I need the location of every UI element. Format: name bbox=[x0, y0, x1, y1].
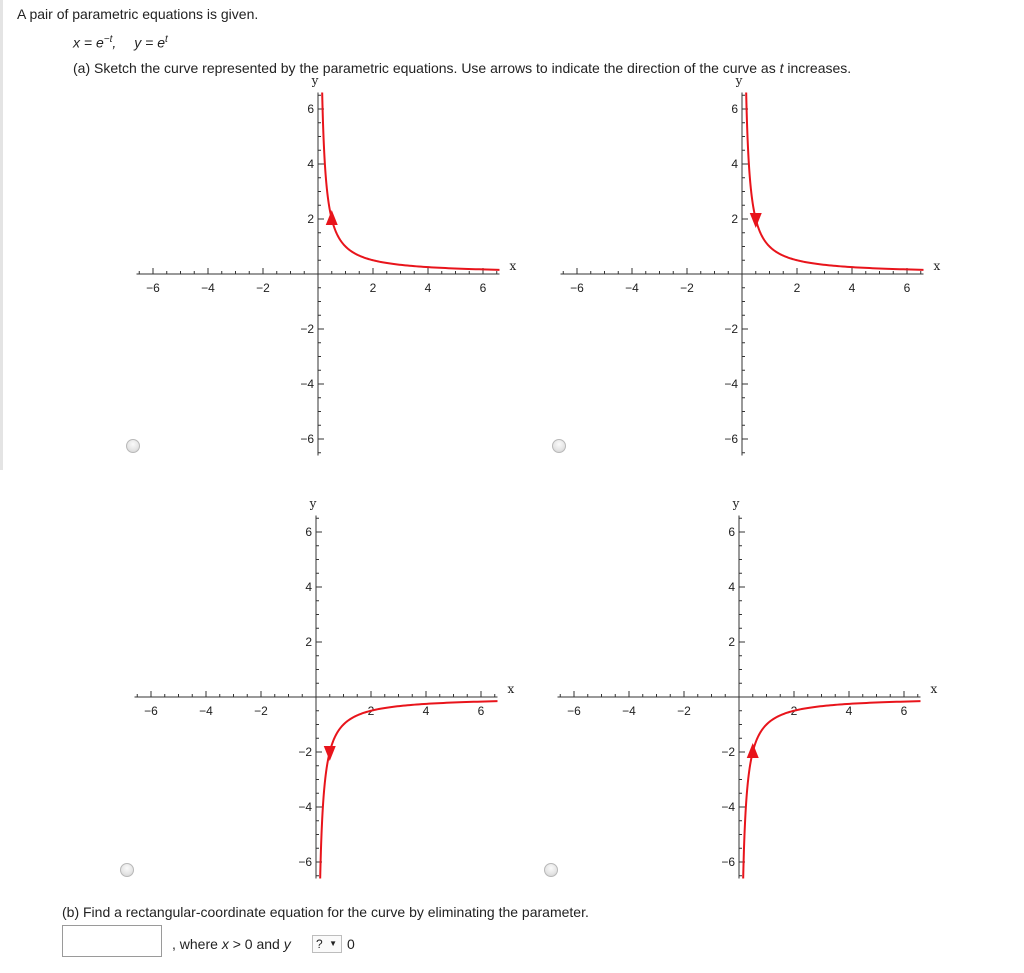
y-tick-label: −2 bbox=[300, 322, 314, 336]
y-tick-label: 4 bbox=[731, 157, 738, 171]
y-tick-label: 6 bbox=[307, 102, 314, 116]
x-axis-label: x bbox=[933, 259, 941, 273]
x-tick-label: 2 bbox=[367, 704, 375, 718]
direction-arrow bbox=[747, 743, 759, 758]
x-tick-label: −2 bbox=[677, 704, 691, 718]
equation-x-exponent: −t bbox=[103, 34, 113, 45]
inequality-select-value: ? bbox=[316, 937, 323, 951]
y-tick-label: −6 bbox=[724, 432, 738, 446]
y-tick-label: 6 bbox=[728, 525, 735, 539]
radio-option-2[interactable] bbox=[552, 439, 566, 453]
bound-value: 0 bbox=[347, 936, 355, 952]
x-tick-label: 4 bbox=[848, 281, 856, 295]
y-tick-label: −2 bbox=[298, 745, 312, 759]
y-tick-label: −6 bbox=[300, 432, 314, 446]
left-border bbox=[0, 0, 3, 470]
x-tick-label: −6 bbox=[146, 281, 160, 295]
question-intro: A pair of parametric equations is given. bbox=[17, 6, 259, 22]
x-tick-label: −4 bbox=[622, 704, 636, 718]
direction-arrow bbox=[750, 213, 762, 228]
y-tick-label: −4 bbox=[724, 377, 738, 391]
x-tick-label: 6 bbox=[903, 281, 911, 295]
equation-y: y = e bbox=[134, 34, 166, 51]
x-tick-label: −2 bbox=[680, 281, 694, 295]
x-tick-label: −6 bbox=[567, 704, 581, 718]
y-axis-label: y bbox=[311, 73, 319, 88]
where-x: x bbox=[221, 936, 229, 952]
equation-answer-input[interactable] bbox=[62, 925, 162, 957]
radio-option-1[interactable] bbox=[126, 439, 140, 453]
graph-option-1 bbox=[136, 73, 517, 460]
domain-condition bbox=[172, 936, 291, 952]
y-tick-label: −6 bbox=[298, 855, 312, 869]
y-tick-label: −2 bbox=[724, 322, 738, 336]
x-tick-label: −4 bbox=[199, 704, 213, 718]
x-tick-label: 4 bbox=[845, 704, 853, 718]
graph-option-3 bbox=[134, 496, 515, 883]
x-tick-label: −6 bbox=[144, 704, 158, 718]
y-axis-label: y bbox=[309, 496, 317, 511]
part-a-variable: t bbox=[779, 60, 784, 76]
x-tick-label: −6 bbox=[570, 281, 584, 295]
curve bbox=[322, 93, 499, 270]
y-tick-label: 4 bbox=[307, 157, 314, 171]
x-axis-label: x bbox=[509, 259, 517, 273]
y-axis-label: y bbox=[732, 496, 740, 511]
x-tick-label: 2 bbox=[369, 281, 377, 295]
y-tick-label: −4 bbox=[721, 800, 735, 814]
x-tick-label: −4 bbox=[625, 281, 639, 295]
curve bbox=[746, 93, 923, 270]
x-tick-label: 4 bbox=[424, 281, 432, 295]
y-tick-label: −2 bbox=[721, 745, 735, 759]
where-text: , where bbox=[172, 936, 222, 952]
where-y: y bbox=[283, 936, 291, 952]
part-a-text-end: increases. bbox=[783, 60, 852, 76]
part-b-prompt: (b) Find a rectangular-coordinate equation for the curve by eliminating the parameter. bbox=[62, 904, 589, 920]
x-tick-label: −2 bbox=[254, 704, 268, 718]
part-a-prompt bbox=[73, 60, 851, 76]
where-mid: > 0 and bbox=[228, 936, 284, 952]
x-axis-label: x bbox=[507, 682, 515, 696]
y-tick-label: 2 bbox=[305, 635, 312, 649]
y-tick-label: 2 bbox=[728, 635, 735, 649]
y-tick-label: 2 bbox=[731, 212, 738, 226]
curve bbox=[743, 701, 920, 878]
equation-y-exponent: t bbox=[165, 34, 168, 45]
y-tick-label: −4 bbox=[300, 377, 314, 391]
equation-x: x = e bbox=[73, 34, 104, 51]
direction-arrow bbox=[324, 746, 336, 761]
y-tick-label: 4 bbox=[305, 580, 312, 594]
y-axis-label: y bbox=[735, 73, 743, 88]
x-axis-label: x bbox=[930, 682, 938, 696]
chevron-down-icon: ▼ bbox=[329, 939, 337, 948]
y-tick-label: 6 bbox=[305, 525, 312, 539]
x-tick-label: 4 bbox=[422, 704, 430, 718]
x-tick-label: −2 bbox=[256, 281, 270, 295]
x-tick-label: −4 bbox=[201, 281, 215, 295]
x-tick-label: 6 bbox=[479, 281, 487, 295]
y-tick-label: 2 bbox=[307, 212, 314, 226]
y-tick-label: −4 bbox=[298, 800, 312, 814]
direction-arrow bbox=[326, 210, 338, 225]
radio-option-3[interactable] bbox=[120, 863, 134, 877]
equation-separator: , bbox=[112, 34, 117, 51]
radio-option-4[interactable] bbox=[544, 863, 558, 877]
y-tick-label: 6 bbox=[731, 102, 738, 116]
parametric-equations bbox=[73, 34, 168, 51]
x-tick-label: 6 bbox=[477, 704, 485, 718]
graph-option-2 bbox=[560, 73, 941, 460]
y-tick-label: 4 bbox=[728, 580, 735, 594]
x-tick-label: 2 bbox=[793, 281, 801, 295]
part-a-text: (a) Sketch the curve represented by the parametric equations. Use arrows to indicate the direction of the curve as bbox=[73, 60, 780, 76]
graph-option-4 bbox=[557, 496, 938, 883]
x-tick-label: 2 bbox=[790, 704, 798, 718]
x-tick-label: 6 bbox=[900, 704, 908, 718]
curve bbox=[320, 701, 497, 878]
y-tick-label: −6 bbox=[721, 855, 735, 869]
inequality-select[interactable] bbox=[312, 935, 342, 953]
